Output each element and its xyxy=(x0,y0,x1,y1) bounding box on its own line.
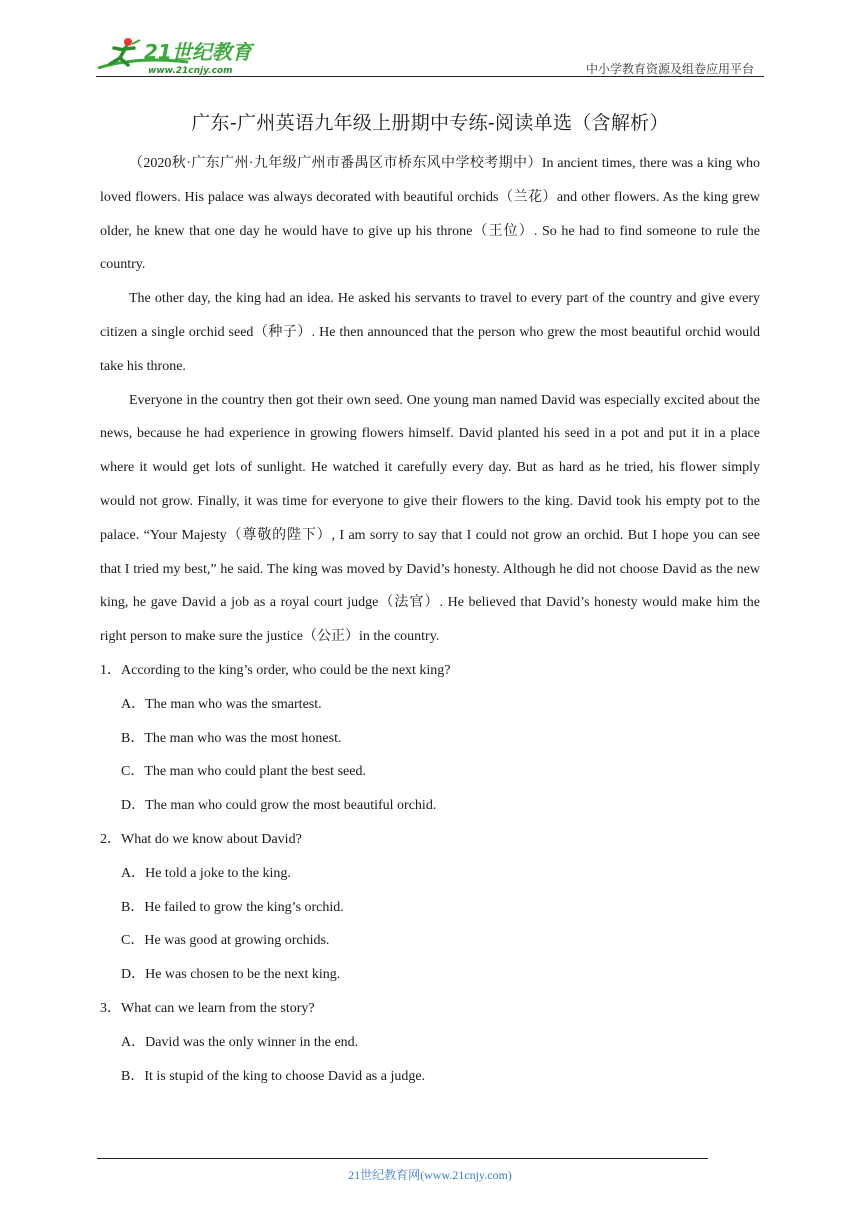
page-title: 广东-广州英语九年级上册期中专练-阅读单选（含解析） xyxy=(191,112,669,134)
answer-option: D．He was chosen to be the next king. xyxy=(121,967,341,983)
svg-text:www.21cnjy.com: www.21cnjy.com xyxy=(148,66,233,76)
answer-option: C．He was good at growing orchids. xyxy=(121,933,330,949)
platform-tagline: 中小学教育资源及组卷应用平台 xyxy=(585,62,754,76)
answer-option: C．The man who could plant the best seed. xyxy=(121,764,366,780)
page-header xyxy=(96,30,760,78)
passage-paragraph: Everyone in the country then got their own seed. One young man named David was especially excited about the news, because he had experience in growing flowers himself. David planted his seed in a pot and put it in a place where it would get lots of sunlight. He watched it carefully every day. But as hard as he tried, his flower simply would not grow. Finally, it was time for everyone to give their flowers to the king. David took his empty pot to the palace. “Your Majesty（尊敬的陛下）, I am sorry to say that I could not grow an orchid. But I hope you can see that I tried my best,” he said. The king was moved by David’s honesty. Although he did not choose David as the new king, he gave David a job as a royal court judge（法官）. He believed that David’s honesty would make him the right person to make sure the justice（公正）in the country. xyxy=(100,392,760,645)
passage-paragraph: The other day, the king had an idea. He asked his servants to travel to every part of the country and give every citizen a single orchid seed（种子）. He then announced that the person who grew the most beautiful orchid would take his throne. xyxy=(100,291,760,374)
question-3 xyxy=(100,992,760,1093)
site-logo xyxy=(96,34,266,76)
question-stem: 1．According to the king’s order, who could be the next king? xyxy=(100,662,451,678)
answer-option: B．It is stupid of the king to choose David as a judge. xyxy=(121,1068,426,1084)
answer-option: B．He failed to grow the king’s orchid. xyxy=(121,899,344,915)
question-stem: 3．What can we learn from the story? xyxy=(100,1000,315,1016)
svg-text:21世纪教育: 21世纪教育 xyxy=(144,40,252,64)
answer-option: A．The man who was the smartest. xyxy=(121,696,322,712)
answer-option: D．The man who could grow the most beautiful orchid. xyxy=(121,798,437,814)
answer-option: B．The man who was the most honest. xyxy=(121,730,342,746)
question-1 xyxy=(100,654,760,823)
runner-logo-icon xyxy=(96,34,266,76)
answer-option: A．He told a joke to the king. xyxy=(121,865,291,881)
footer-divider xyxy=(97,1158,708,1159)
question-2 xyxy=(100,823,760,992)
answer-option: A．David was the only winner in the end. xyxy=(121,1034,359,1050)
passage-paragraph: （2020秋·广东广州·九年级广州市番禺区市桥东风中学校考期中）In ancient times, there was a king who loved flowers. His palace was always decorated with beautiful orchids（兰花）and other flowers. As the king grew older, he knew that one day he would have to give up his throne（王位）. So he had to find someone to rule the country. xyxy=(100,156,760,273)
page-footer: 21世纪教育网(www.21cnjy.com) xyxy=(348,1168,512,1182)
header-divider xyxy=(96,76,764,77)
reading-passage xyxy=(100,147,760,1093)
question-stem: 2．What do we know about David? xyxy=(100,831,302,847)
